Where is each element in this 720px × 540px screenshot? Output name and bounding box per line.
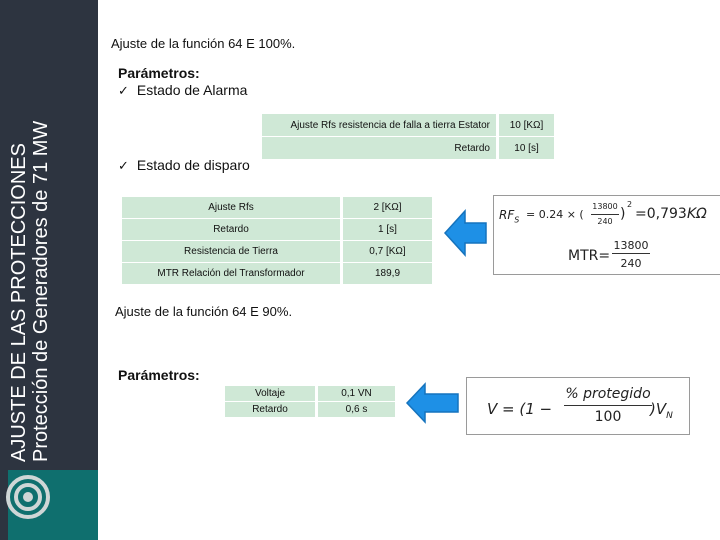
trip-row-label: Ajuste Rfs bbox=[122, 197, 340, 219]
alarm-row-label: Retardo bbox=[262, 137, 496, 160]
table-row bbox=[122, 219, 432, 241]
trip-row-value: 2 [KΩ] bbox=[340, 197, 432, 219]
voltage-rhs-symbol: )V bbox=[650, 400, 667, 418]
alarm-row-value: 10 [KΩ] bbox=[496, 114, 554, 137]
checkmark-icon: ✓ bbox=[118, 84, 129, 99]
rfs-close-paren: ) bbox=[620, 206, 626, 222]
rfs-formula-mid: = 0.24 × ( bbox=[526, 208, 584, 221]
rfs-numerator: 13800 bbox=[592, 202, 618, 211]
voltage-formula-lhs: V = (1 − bbox=[487, 400, 553, 418]
voltage-row-label: Voltaje bbox=[225, 386, 315, 402]
alarm-label: Estado de Alarma bbox=[136, 82, 248, 98]
trip-row-label: Resistencia de Tierra bbox=[122, 241, 340, 263]
voltage-row-value: 0,6 s bbox=[315, 402, 395, 418]
sidebar-title bbox=[8, 52, 52, 462]
rfs-subscript: S bbox=[514, 215, 520, 225]
alarm-checkitem bbox=[118, 82, 247, 99]
table-row bbox=[122, 197, 432, 219]
rfs-formula-lhs bbox=[499, 208, 519, 224]
trip-row-value: 0,7 [KΩ] bbox=[340, 241, 432, 263]
alarm-row-value: 10 [s] bbox=[496, 137, 554, 160]
section1-title: Ajuste de la función 64 E 100%. bbox=[111, 36, 296, 51]
voltage-fraction-bar bbox=[564, 405, 652, 406]
rfs-formula-box bbox=[493, 195, 720, 275]
voltage-row-label: Retardo bbox=[225, 402, 315, 418]
rfs-fraction-bar bbox=[591, 214, 619, 215]
trip-checkitem bbox=[118, 157, 250, 174]
alarm-row-label: Ajuste Rfs resistencia de falla a tierra Estator bbox=[262, 114, 496, 137]
voltage-numerator: % protegido bbox=[565, 386, 651, 402]
trip-label: Estado de disparo bbox=[136, 157, 250, 173]
voltage-row-value: 0,1 VN bbox=[315, 386, 395, 402]
logo-circle-icon bbox=[5, 474, 51, 520]
rfs-result: =0,793 bbox=[635, 206, 687, 222]
rfs-exponent: 2 bbox=[627, 200, 633, 209]
mtr-numerator: 13800 bbox=[613, 239, 649, 252]
trip-table bbox=[122, 197, 432, 285]
trip-row-value: 189,9 bbox=[340, 263, 432, 285]
trip-row-value: 1 [s] bbox=[340, 219, 432, 241]
voltage-denominator: 100 bbox=[594, 409, 622, 425]
table-row bbox=[122, 241, 432, 263]
trip-row-label: MTR Relación del Transformador bbox=[122, 263, 340, 285]
sidebar-title-line1: AJUSTE DE LAS PROTECCIONES bbox=[8, 143, 30, 462]
rfs-symbol: RF bbox=[499, 208, 515, 222]
voltage-rhs-subscript: N bbox=[666, 411, 673, 421]
mtr-lhs: MTR= bbox=[568, 248, 611, 264]
table-row bbox=[225, 386, 395, 402]
section2-params-label: Parámetros: bbox=[118, 367, 200, 383]
mtr-denominator: 240 bbox=[620, 257, 642, 270]
table-row bbox=[262, 137, 554, 160]
voltage-formula-rhs bbox=[650, 400, 673, 421]
rfs-unit: KΩ bbox=[687, 206, 707, 222]
section2-title: Ajuste de la función 64 E 90%. bbox=[115, 304, 293, 319]
rfs-denominator: 240 bbox=[597, 217, 613, 226]
table-row bbox=[225, 402, 395, 418]
section1-params-label: Parámetros: bbox=[118, 65, 200, 81]
left-arrow-icon bbox=[443, 208, 488, 258]
mtr-fraction-bar bbox=[612, 253, 650, 254]
checkmark-icon: ✓ bbox=[118, 159, 129, 174]
alarm-table bbox=[262, 114, 554, 160]
table-row bbox=[122, 263, 432, 285]
trip-row-label: Retardo bbox=[122, 219, 340, 241]
voltage-table bbox=[225, 386, 395, 418]
sidebar-title-line2: Protección de Generadores de 71 MW bbox=[30, 120, 52, 462]
left-arrow-icon bbox=[405, 381, 460, 425]
voltage-formula-box bbox=[466, 377, 690, 435]
table-row bbox=[262, 114, 554, 137]
